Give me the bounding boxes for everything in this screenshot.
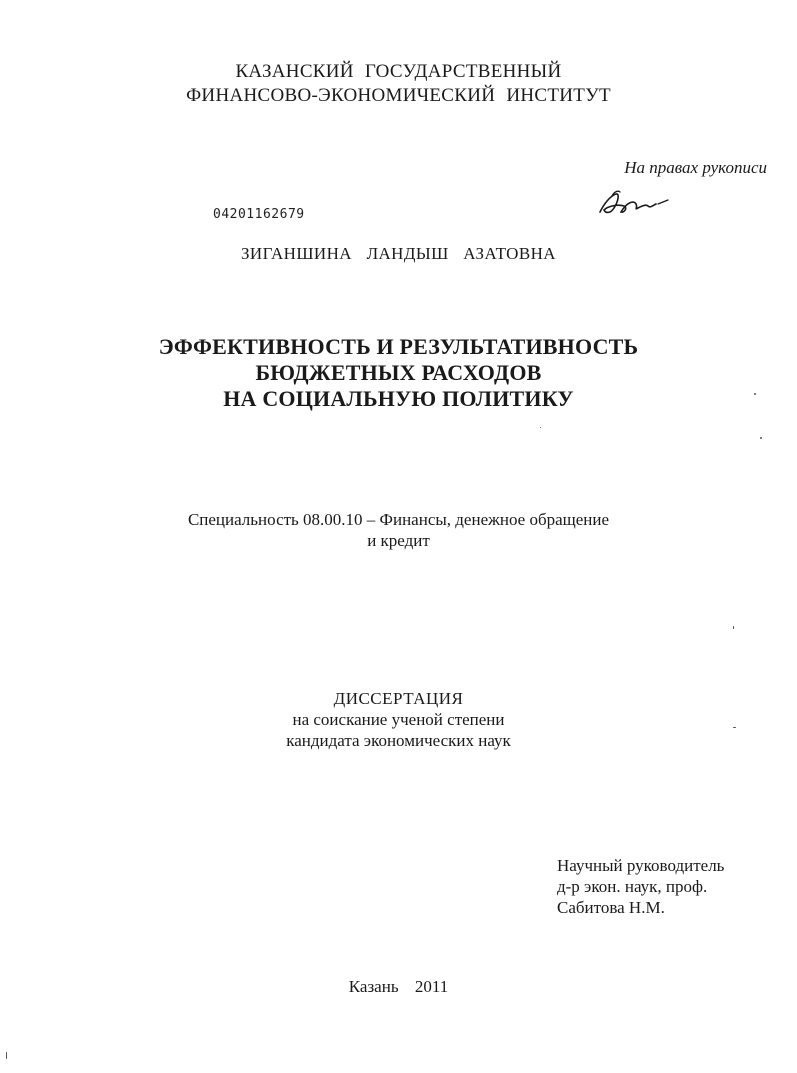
- supervisor-line-1: Научный руководитель: [557, 856, 725, 875]
- author-name: ЗИГАНШИНА ЛАНДЫШ АЗАТОВНА: [241, 244, 556, 263]
- title-line-3: НА СОЦИАЛЬНУЮ ПОЛИТИКУ: [223, 386, 574, 411]
- institute-line-2: ФИНАНСОВО-ЭКОНОМИЧЕСКИЙ ИНСТИТУТ: [186, 85, 611, 106]
- supervisor-line-2: д-р экон. наук, проф.: [557, 877, 708, 896]
- specialty-line-1: Специальность 08.00.10 – Финансы, денежное обращение: [187, 510, 610, 529]
- institute-name: [0, 60, 797, 108]
- scan-speck: [754, 393, 756, 395]
- city-year: Казань 2011: [348, 977, 449, 996]
- dissertation-heading: ДИССЕРТАЦИЯ: [333, 689, 464, 708]
- scan-speck: [760, 437, 762, 439]
- archive-id: 04201162679: [213, 207, 305, 222]
- title-line-1: ЭФФЕКТИВНОСТЬ И РЕЗУЛЬТАТИВНОСТЬ: [158, 334, 639, 359]
- degree-line-1: на соискание ученой степени: [292, 710, 505, 729]
- specialty-line-2: и кредит: [367, 531, 430, 550]
- institute-line-1: КАЗАНСКИЙ ГОСУДАРСТВЕННЫЙ: [235, 61, 562, 82]
- degree-line-2: кандидата экономических наук: [286, 731, 511, 750]
- scan-speck: [733, 727, 736, 728]
- scan-speck: [6, 1052, 7, 1059]
- specialty: [0, 509, 797, 551]
- scan-speck: [540, 427, 541, 428]
- title-line-2: БЮДЖЕТНЫХ РАСХОДОВ: [255, 360, 542, 385]
- supervisor-block: [557, 855, 724, 918]
- dissertation-title: [0, 334, 797, 412]
- manuscript-note: На правах рукописи: [624, 158, 767, 177]
- supervisor-line-3: Сабитова Н.М.: [557, 898, 665, 917]
- scan-speck: [733, 626, 734, 629]
- degree-statement: [0, 688, 797, 751]
- signature-icon: [594, 186, 676, 220]
